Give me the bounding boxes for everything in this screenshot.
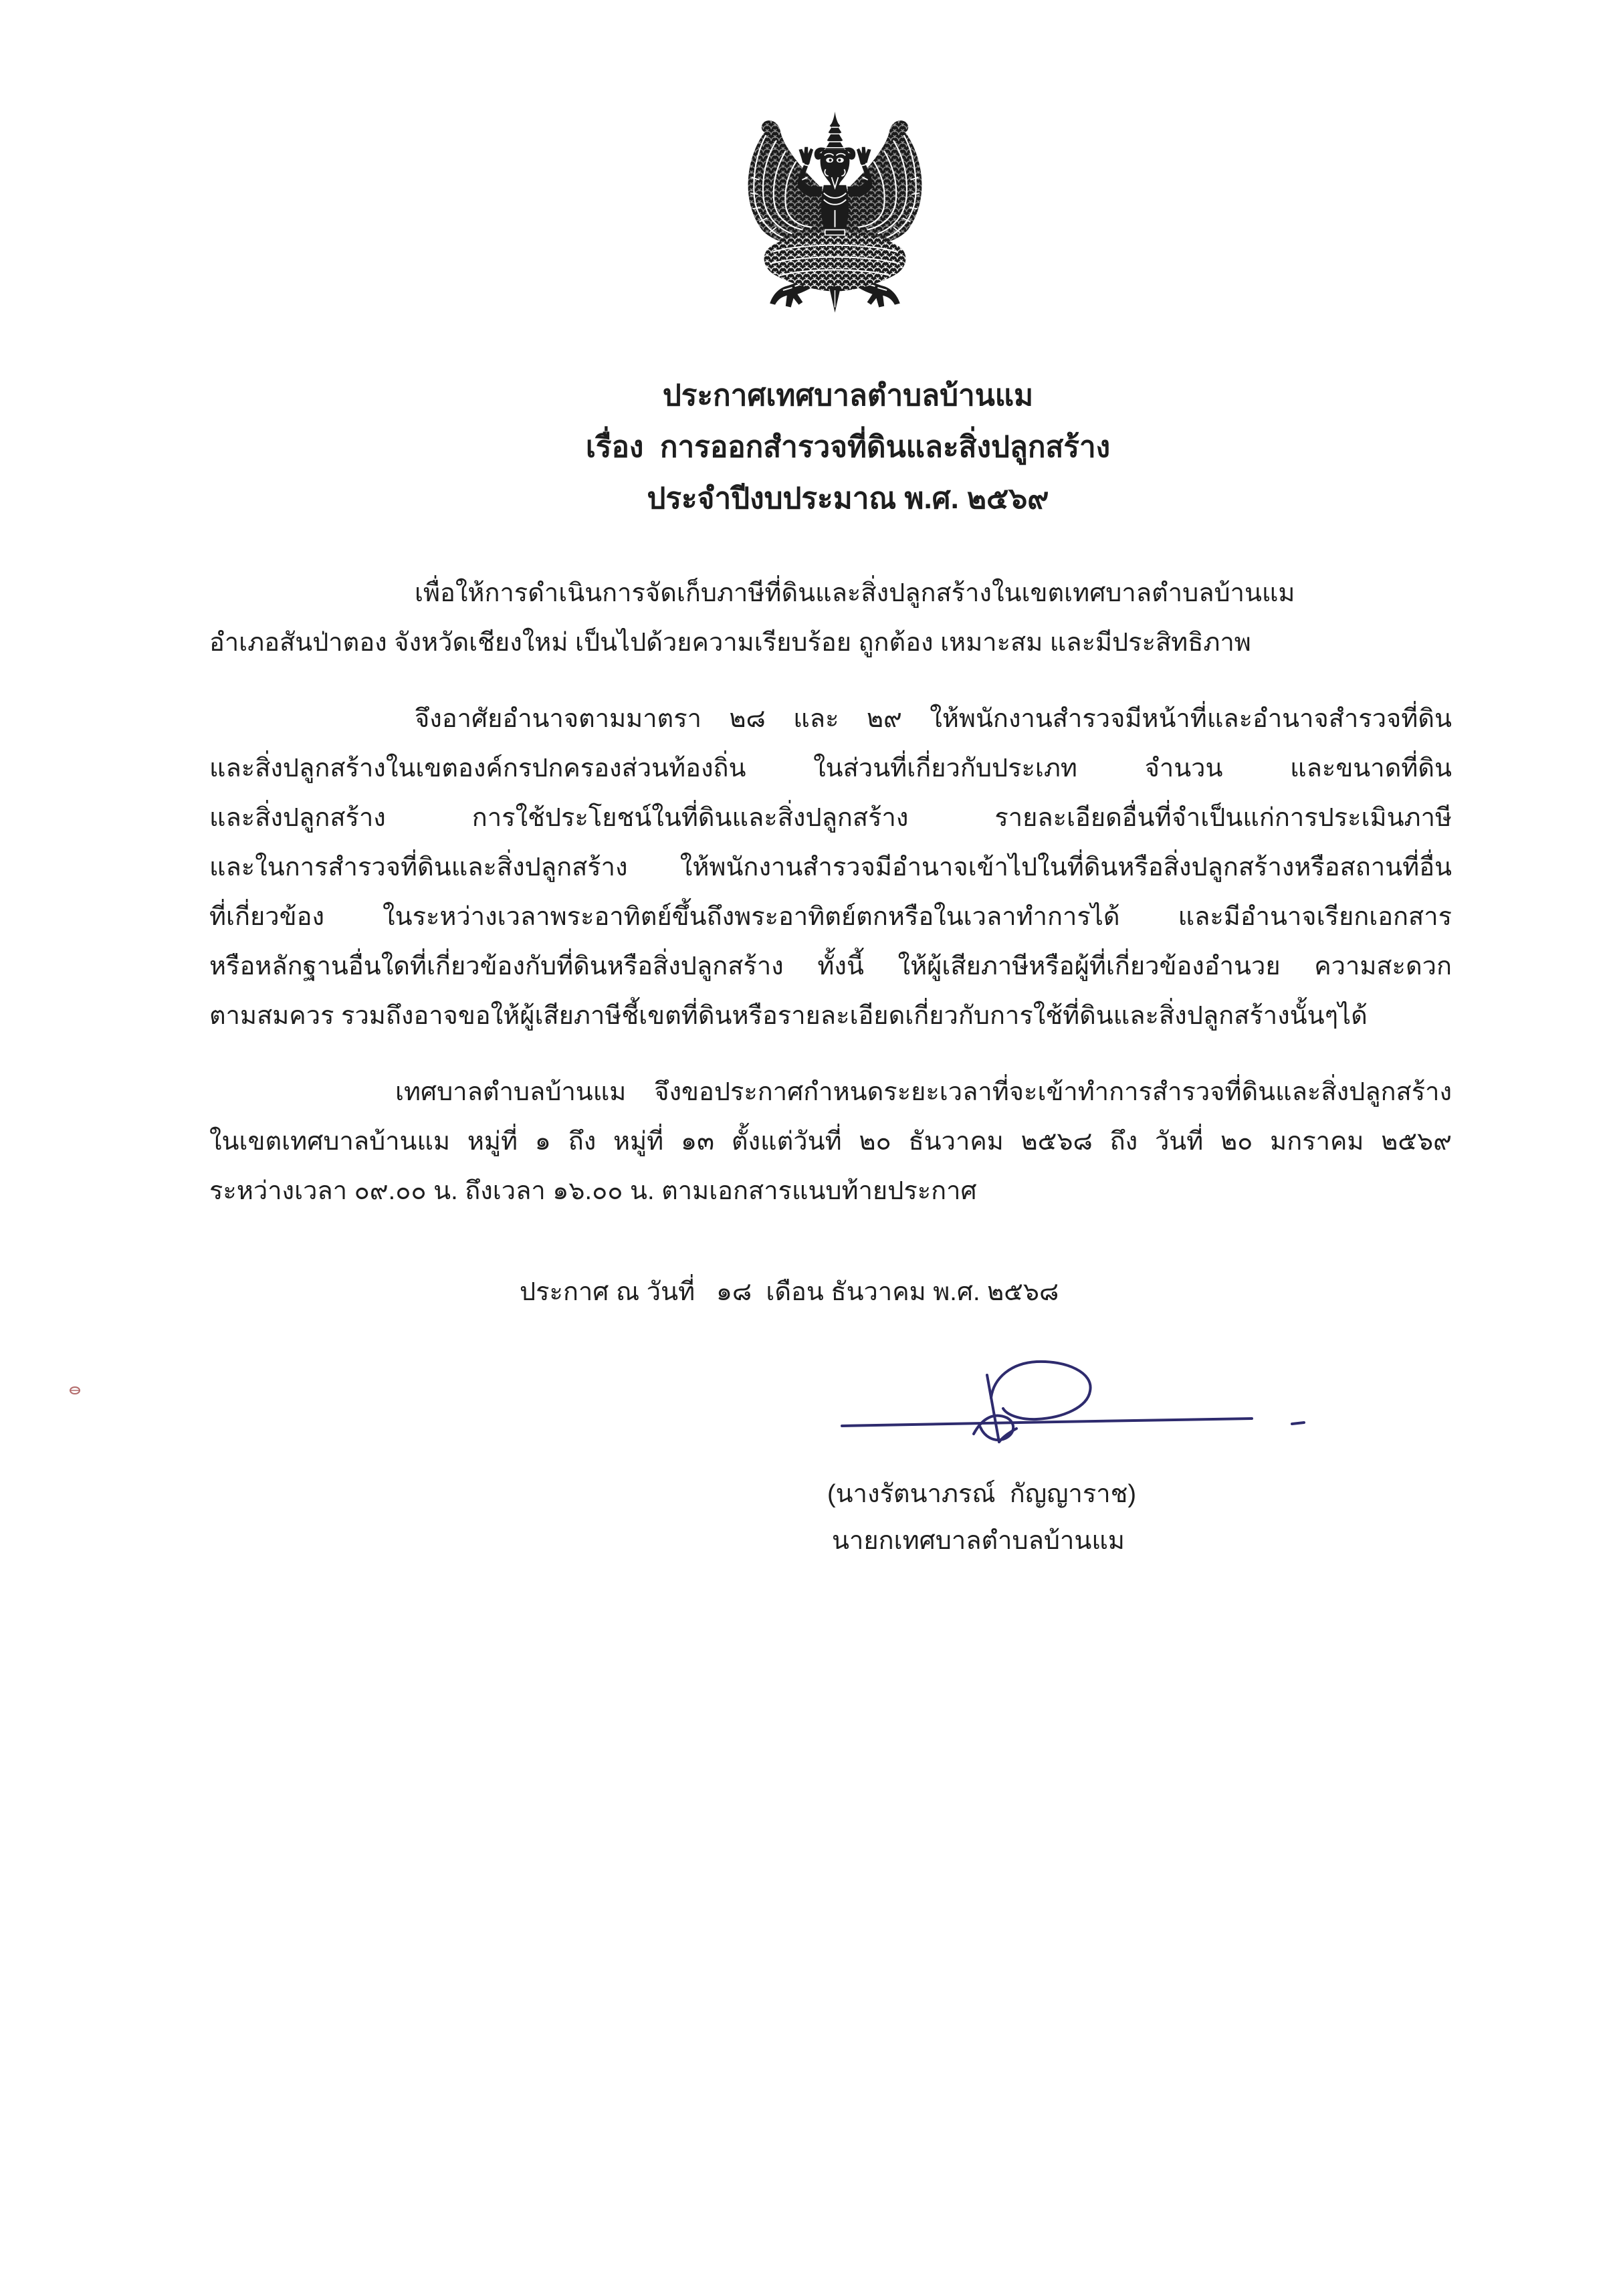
text-line: ในเขตเทศบาลบ้านแม หมู่ที่ ๑ ถึง หมู่ที่ ๑๓ ตั้งแต่วันที่ ๒๐ ธันวาคม ๒๕๖๘ ถึง วันที่ ๒๐ มกราคม ๒๕๖๙ <box>209 1128 1452 1156</box>
emblem-torso <box>821 185 849 237</box>
heading-subject: เรื่อง การออกสำรวจที่ดินและสิ่งปลูกสร้าง <box>585 431 1111 463</box>
heading-fiscal-year: ประจำปีงบประมาณ พ.ศ. ๒๕๖๙ <box>647 482 1049 515</box>
paragraph-schedule <box>209 1067 1452 1216</box>
text-line: เพื่อให้การดำเนินการจัดเก็บภาษีที่ดินและสิ่งปลูกสร้างในเขตเทศบาลตำบลบ้านแม <box>415 579 1295 607</box>
signatory-position: นายกเทศบาลตำบลบ้านแม <box>832 1527 1125 1555</box>
text-line: หรือหลักฐานอื่นใดที่เกี่ยวข้องกับที่ดินหรือสิ่งปลูกสร้าง ทั้งนี้ ให้ผู้เสียภาษีหรือผู้ที่เกี่ยวข้องอำนวย ความสะดวก <box>209 952 1452 980</box>
paragraph-purpose <box>209 568 1452 667</box>
text-line: เทศบาลตำบลบ้านแม จึงขอประกาศกำหนดระยะเวลาที่จะเข้าทำการสำรวจที่ดินและสิ่งปลูกสร้าง <box>395 1078 1452 1106</box>
emblem-tail-fan <box>764 233 906 313</box>
announcement-heading <box>514 370 1182 524</box>
emblem-crown <box>825 112 845 150</box>
text-line: และในการสำรวจที่ดินและสิ่งปลูกสร้าง ให้พนักงานสำรวจมีอำนาจเข้าไปในที่ดินหรือสิ่งปลูกสร้างหรือสถานที่อื่น <box>209 853 1452 881</box>
text-line: ระหว่างเวลา ๐๙.๐๐ น. ถึงเวลา ๑๖.๐๐ น. ตามเอกสารแนบท้ายประกาศ <box>209 1177 977 1205</box>
text-line: ที่เกี่ยวข้อง ในระหว่างเวลาพระอาทิตย์ขึ้นถึงพระอาทิตย์ตกหรือในเวลาทำการได้ และมีอำนาจเรียกเอกสาร <box>209 903 1452 931</box>
announcement-date: ประกาศ ณ วันที่ ๑๘ เดือน ธันวาคม พ.ศ. ๒๕๖๘ <box>520 1278 1059 1306</box>
garuda-emblem <box>740 110 930 319</box>
heading-title: ประกาศเทศบาลตำบลบ้านแม <box>662 379 1034 412</box>
signatory-name: (นางรัตนาภรณ์ กัญญาราช) <box>827 1480 1137 1508</box>
text-line: จึงอาศัยอำนาจตามมาตรา ๒๘ และ ๒๙ ให้พนักงานสำรวจมีหน้าที่และอำนาจสำรวจที่ดิน <box>415 705 1452 733</box>
text-line: ตามสมควร รวมถึงอาจขอให้ผู้เสียภาษีชี้เขตที่ดินหรือรายละเอียดเกี่ยวกับการใช้ที่ดินและสิ่งปลูกสร้างนั้นๆได้ <box>209 1002 1368 1030</box>
text-line: และสิ่งปลูกสร้าง การใช้ประโยชน์ในที่ดินและสิ่งปลูกสร้าง รายละเอียดอื่นที่จำเป็นแก่การประเมินภาษี <box>209 804 1452 832</box>
text-line: และสิ่งปลูกสร้างในเขตองค์กรปกครองส่วนท้องถิ่น ในส่วนที่เกี่ยวกับประเภท จำนวน และขนาดที่ดิน <box>209 754 1452 782</box>
signature <box>836 1351 1317 1451</box>
announcement-body <box>209 568 1452 1216</box>
text-line: อำเภอสันป่าตอง จังหวัดเชียงใหม่ เป็นไปด้วยความเรียบร้อย ถูกต้อง เหมาะสม และมีประสิทธิภาพ <box>209 629 1251 657</box>
paragraph-authority <box>209 694 1452 1041</box>
scan-mark <box>67 1384 83 1396</box>
